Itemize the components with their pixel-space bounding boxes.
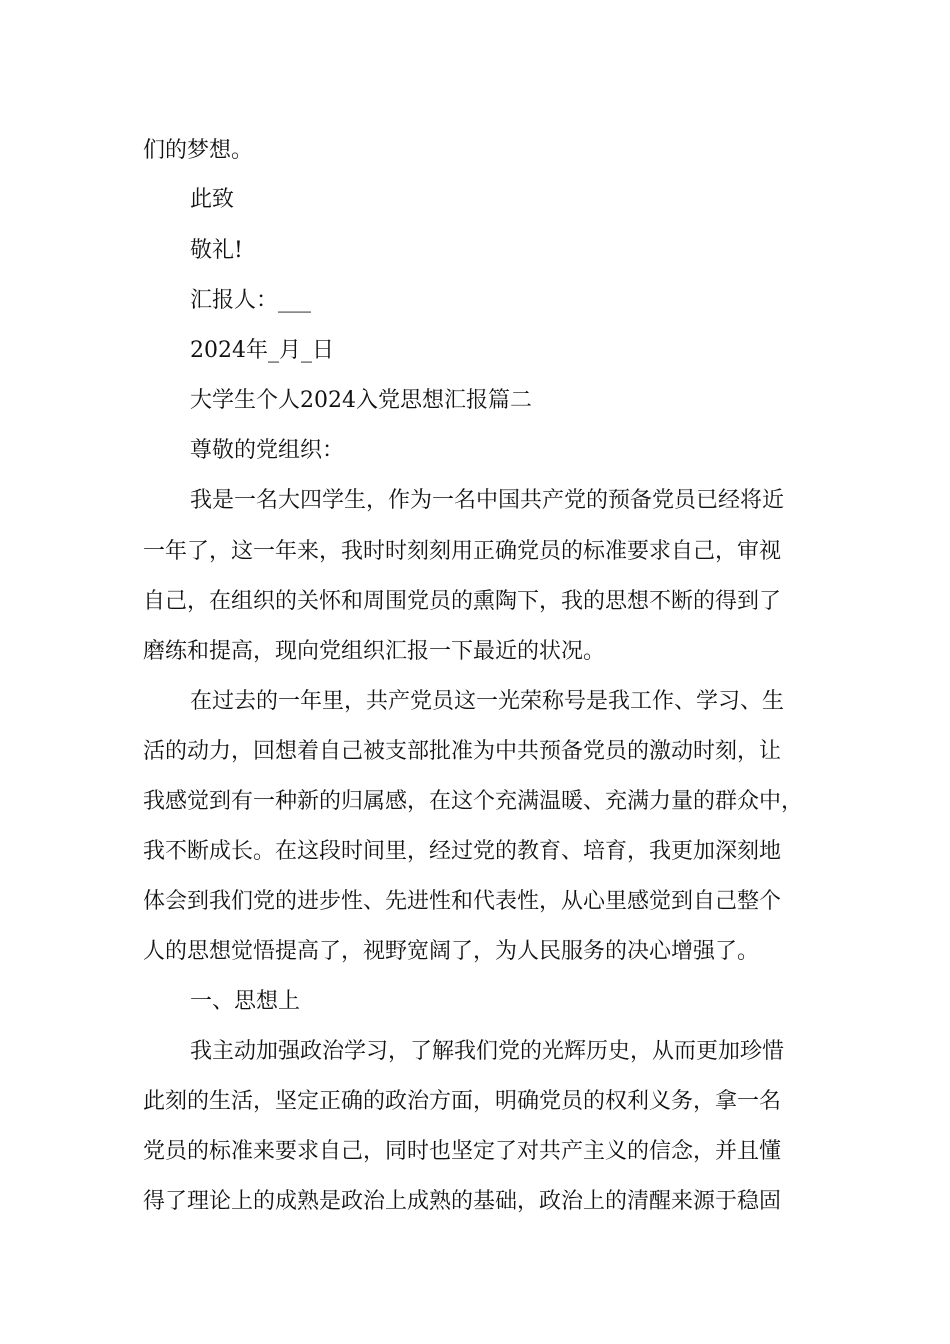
text-line: 活的动力，回想着自己被支部批准为中共预备党员的激动时刻，让 — [143, 739, 782, 764]
text-line: 体会到我们党的进步性、先进性和代表性，从心里感觉到自己整个 — [143, 889, 782, 914]
text-line: 们的梦想。 — [143, 138, 254, 163]
text-line: 2024年_月_日 — [190, 338, 334, 363]
text-line: 汇报人：___ — [190, 288, 312, 313]
text-line: 此致 — [190, 187, 235, 212]
section-heading: 大学生个人2024入党思想汇报篇二 — [190, 388, 532, 413]
text-line: 磨练和提高，现向党组织汇报一下最近的状况。 — [143, 639, 606, 664]
text-line: 我是一名大四学生，作为一名中国共产党的预备党员已经将近 — [190, 488, 785, 513]
text-line: 我感觉到有一种新的归属感，在这个充满温暖、充满力量的群众中， — [143, 789, 804, 814]
text-line: 敬礼! — [190, 238, 243, 263]
section-heading: 一、思想上 — [190, 989, 301, 1014]
text-line: 我主动加强政治学习，了解我们党的光辉历史，从而更加珍惜 — [190, 1039, 785, 1064]
text-line: 尊敬的党组织： — [190, 438, 345, 463]
text-line: 此刻的生活，坚定正确的政治方面，明确党员的权利义务，拿一名 — [143, 1089, 782, 1114]
text-line: 我不断成长。在这段时间里，经过党的教育、培育，我更加深刻地 — [143, 839, 782, 864]
text-line: 一年了，这一年来，我时时刻刻用正确党员的标准要求自己，审视 — [143, 539, 782, 564]
text-line: 党员的标准来要求自己，同时也坚定了对共产主义的信念，并且懂 — [143, 1139, 782, 1164]
text-line: 在过去的一年里，共产党员这一光荣称号是我工作、学习、生 — [190, 689, 785, 714]
text-line: 得了理论上的成熟是政治上成熟的基础，政治上的清醒来源于稳固 — [143, 1189, 782, 1214]
text-line: 人的思想觉悟提高了，视野宽阔了，为人民服务的决心增强了。 — [143, 939, 760, 964]
text-line: 自己，在组织的关怀和周围党员的熏陶下，我的思想不断的得到了 — [143, 589, 782, 614]
